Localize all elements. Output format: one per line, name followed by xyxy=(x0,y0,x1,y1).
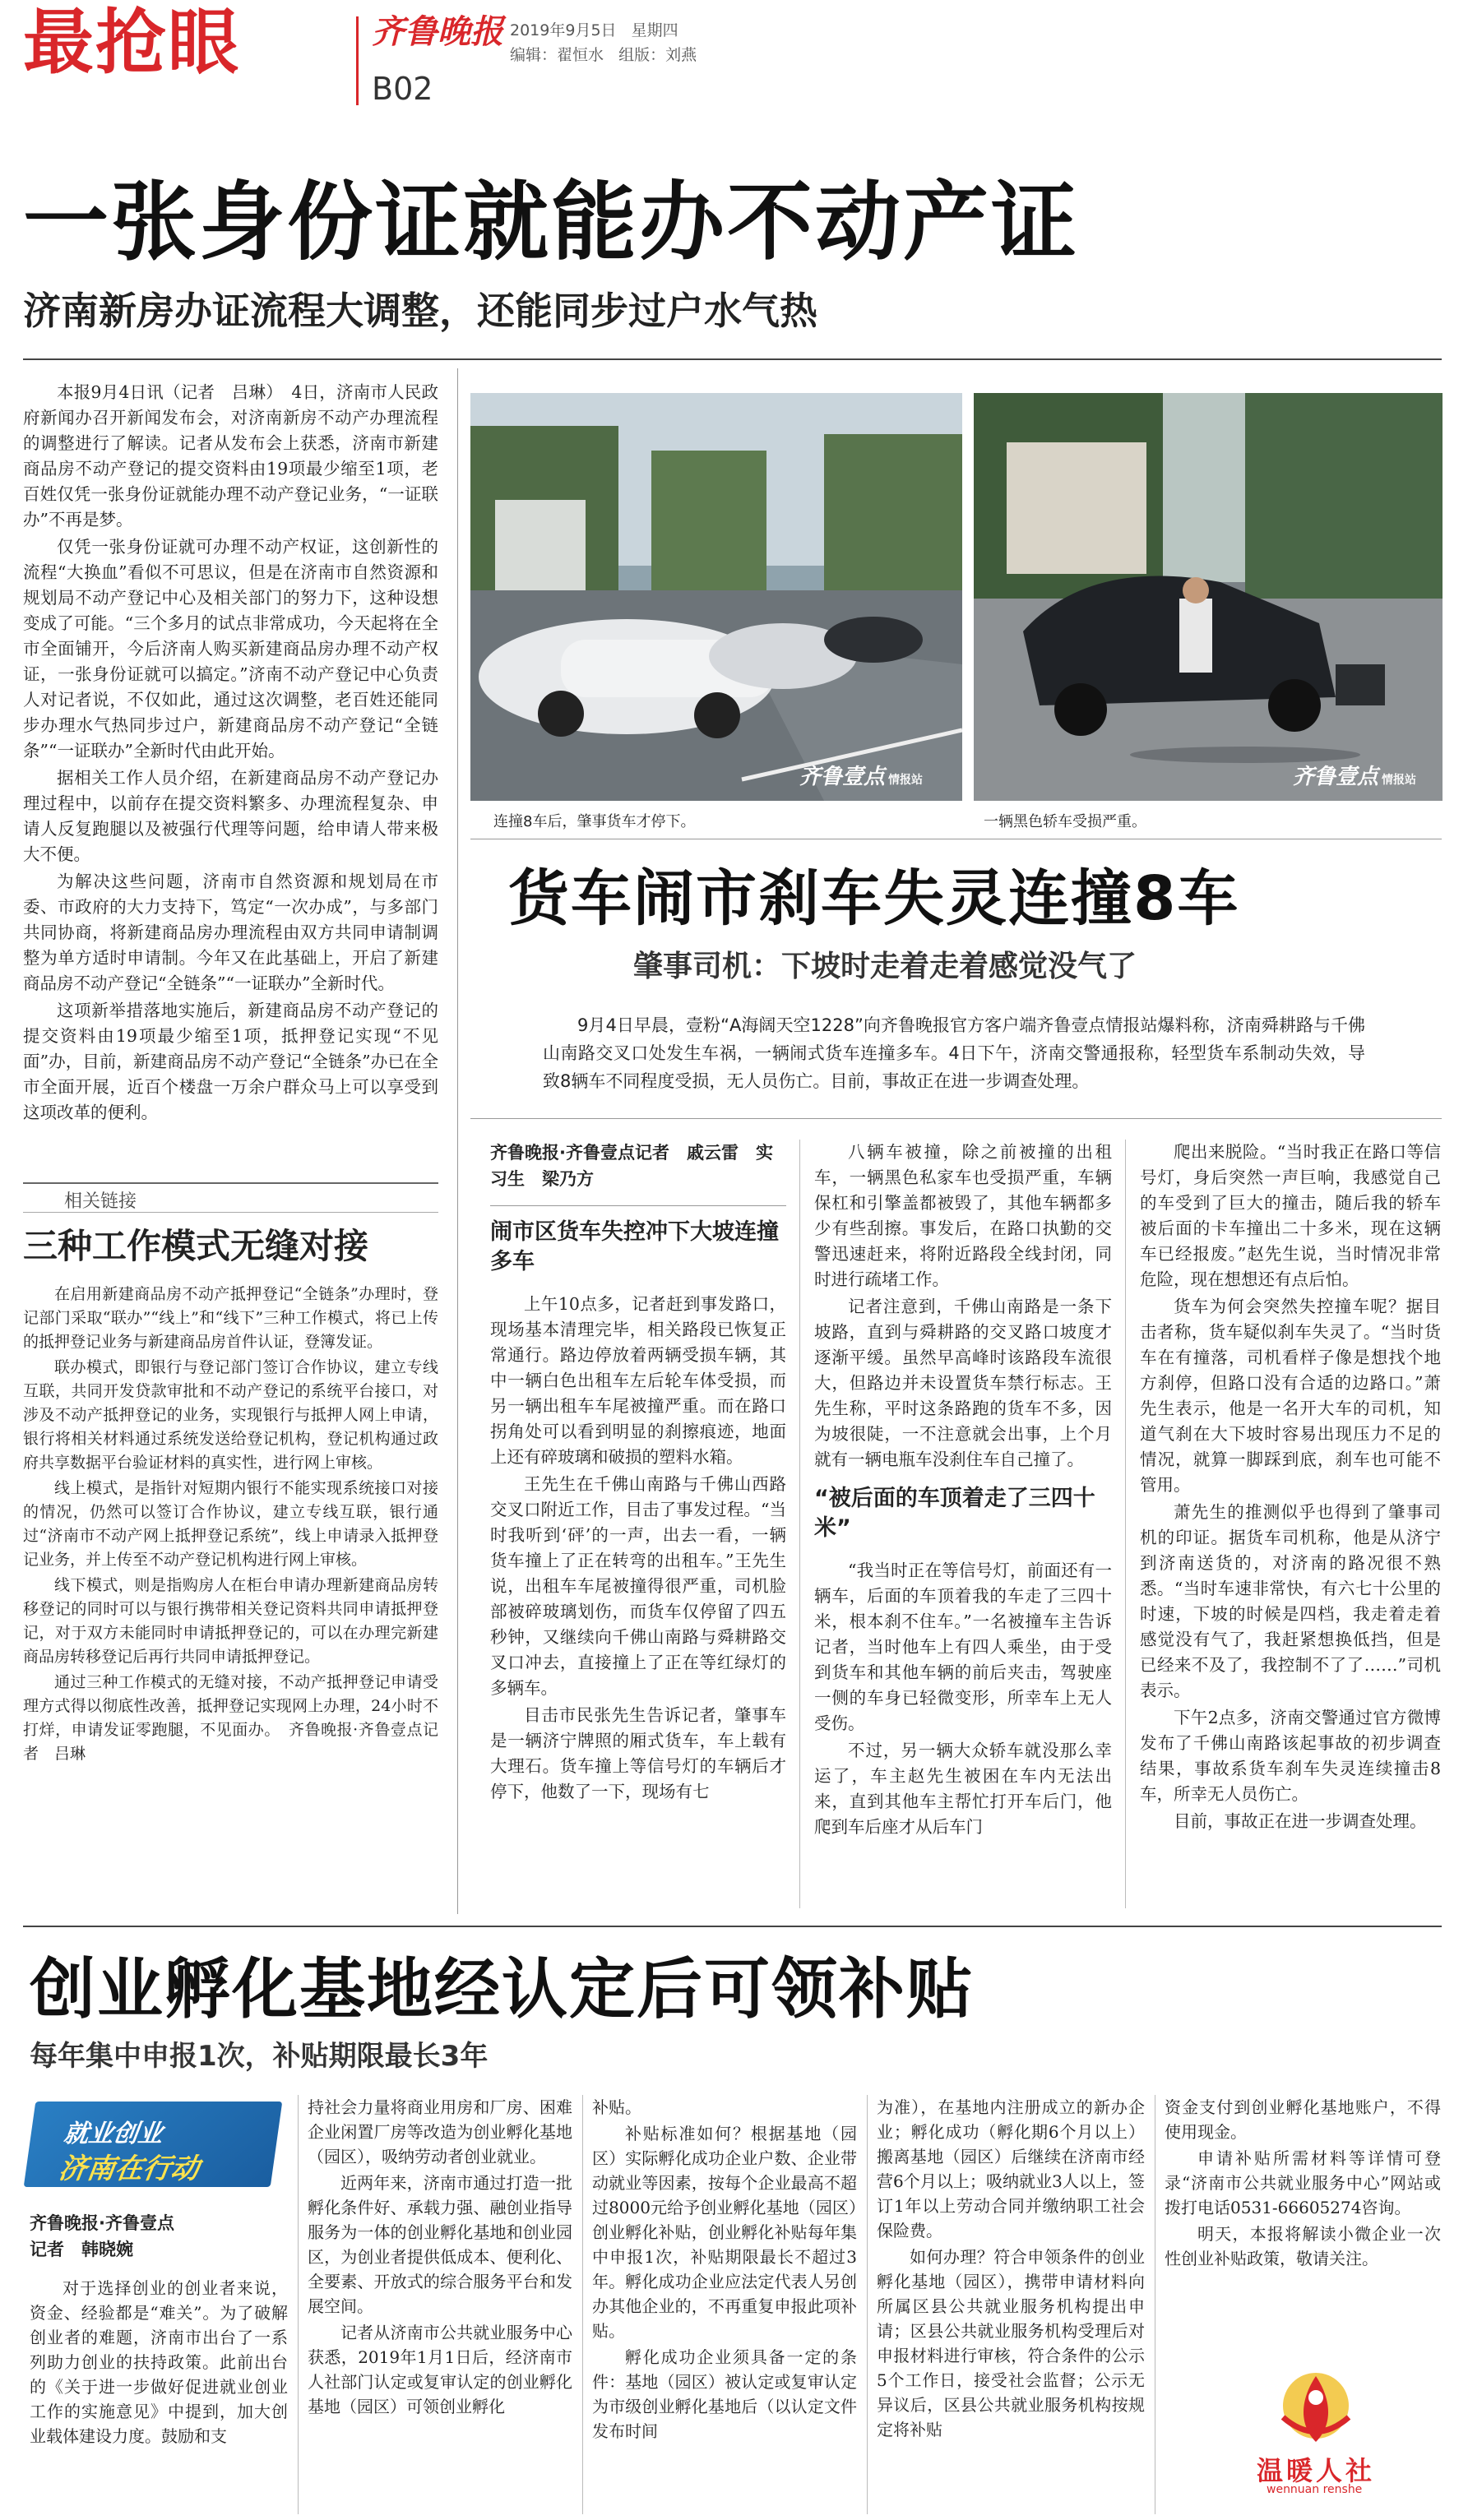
story2-subhead: 肇事司机：下坡时走着走着感觉没气了 xyxy=(633,950,1137,983)
story3-column-3 xyxy=(592,2095,857,2514)
story1-body xyxy=(23,380,438,1169)
story2-paragraph: 爬出来脱险。“当时我正在路口等信号灯，身后突然一声巨响，我感觉自己的车受到了巨大的撞击，随后我的轿车被后面的卡车撞出二十多米，现在这辆车已经报废。”赵先生说，当时情况非常危险，现在想想还有点后怕。 xyxy=(1140,1142,1441,1289)
watermark: 齐鲁壹点 情报站 xyxy=(1293,765,1417,789)
story3-column-5 xyxy=(1165,2095,1441,2342)
story2-paragraph: 目击市民张先生告诉记者，肇事车是一辆济宁牌照的厢式货车，车上载有大理石。货车撞上等信号灯的车辆后才停下，他数了一下，现场有七 xyxy=(490,1705,786,1801)
story2-column-3 xyxy=(1140,1140,1441,1908)
story1-paragraph: 仅凭一张身份证就可办理不动产权证，这创新性的流程“大换血”看似不可思议，但是在济南市自然资源和规划局不动产登记中心及相关部门的努力下，这种设想变成了可能。“三个多月的试点非常成功，今天起将在全市全面铺开，今后济南人购买新建商品房办理不动产权证，一张身份证就可以搞定。”济南不动产登记中心负责人对记者说，不仅如此，通过这次调整，老百姓还能同步办理水气热同步过户，新建商品房不动产登记“全链条”“一证联办”全新时代由此开始。 xyxy=(23,537,438,761)
story3-paragraph: 孵化成功企业须具备一定的条件：基地（园区）被认定或复审认定为市级创业孵化基地后（以认定文件发布时间 xyxy=(592,2347,857,2441)
paper-logo: 齐鲁晚报 xyxy=(372,12,503,51)
crash-photo-1 xyxy=(470,393,962,801)
story3-paragraph: 持社会力量将商业用房和厂房、困难企业闲置厂房等改造为创业孵化基地（园区），吸纳劳动者创业就业。 xyxy=(308,2097,572,2166)
story2-paragraph: 不过，另一辆大众轿车就没那么幸运了，车主赵先生被困在车内无法出来，直到其他车主帮忙打开车后门，他爬到车后座才从后车门 xyxy=(814,1741,1112,1837)
related-link-label: 相关链接 xyxy=(23,1182,438,1213)
column-divider xyxy=(1125,1140,1126,1908)
related-paragraph: 通过三种工作模式的无缝对接，不动产抵押登记申请受理方式得以彻底性改善，抵押登记实现网上办理，24小时不打烊，申请发证零跑腿，不见面办。 齐鲁晚报·齐鲁壹点记者 吕琳 xyxy=(23,1673,438,1763)
story1-paragraph: 本报9月4日讯（记者 吕琳） 4日，济南市人民政府新闻办召开新闻发布会，对济南新房不动产办理流程的调整进行了解读。记者从发布会上获悉，济南市新建商品房不动产登记的提交资料由19项最少缩至1项，老百姓仅凭一张身份证就能办理不动产登记业务，“一证联办”不再是梦。 xyxy=(23,382,438,529)
campaign-badge: 就业创业 济南在行动 xyxy=(24,2102,283,2187)
warm-hrss-logo xyxy=(1234,2368,1398,2499)
masthead-date: 2019年9月5日 星期四 xyxy=(510,21,678,39)
story3-byline: 齐鲁晚报·齐鲁壹点 记者 韩晓婉 xyxy=(30,2213,174,2259)
crash-photo-1-image xyxy=(470,393,962,801)
column-divider xyxy=(867,2095,868,2514)
story3-paragraph: 对于选择创业的创业者来说，资金、经验都是“难关”。为了破解创业者的难题，济南市出台了一系列助力创业的扶持政策。此前出台的《关于进一步做好促进就业创业工作的实施意见》中提到，加大创业载体建设力度。鼓励和支 xyxy=(30,2278,288,2446)
story3-paragraph: 如何办理？符合申领条件的创业孵化基地（园区），携带申请材料向所属区县公共就业服务机构提出申请；区县公共就业服务机构受理后对申报材料进行审核，符合条件的公示5个工作日，接受社会监督；公示无异议后，区县公共就业服务机构按规定将补贴 xyxy=(877,2247,1145,2439)
story3-paragraph: 明天，本报将解读小微企业一次性创业补贴政策，敬请关注。 xyxy=(1165,2224,1441,2268)
story2-paragraph: 目前，事故正在进一步调查处理。 xyxy=(1174,1811,1427,1831)
story2-paragraph: 下午2点多，济南交警通过官方微博发布了千佛山南路该起事故的初步调查结果，事故系货车刹车失灵连续撞击8车，所幸无人员伤亡。 xyxy=(1140,1708,1441,1804)
story2-paragraph: 王先生在千佛山南路与千佛山西路交叉口附近工作，目击了事发过程。“当时我听到‘砰’的一声，出去一看，一辆货车撞上了正在转弯的出租车。”王先生说，出租车车尾被撞得很严重，司机脸部被碎玻璃划伤，而货车仅停留了四五秒钟，又继续向千佛山南路与舜耕路交叉口冲去，直接撞上了正在等红绿灯的多辆车。 xyxy=(490,1474,786,1698)
story3-paragraph: 近两年来，济南市通过打造一批孵化条件好、承载力强、融创业指导服务为一体的创业孵化基地和创业园区，为创业者提供低成本、便利化、全要素、开放式的综合服务平台和发展空间。 xyxy=(308,2173,572,2316)
column-divider xyxy=(457,368,458,1914)
story3-column-1 xyxy=(30,2276,288,2514)
photo1-caption: 连撞8车后，肇事货车才停下。 xyxy=(493,813,696,830)
crash-photo-2-image xyxy=(974,393,1443,801)
logo-text: 温暖人社 xyxy=(1257,2455,1376,2486)
crash-photo-2 xyxy=(974,393,1443,801)
story2-subhead-a: 闹市区货车失控冲下大坡连撞多车 xyxy=(490,1219,779,1274)
story3-subhead: 每年集中申报1次，补贴期限最长3年 xyxy=(30,2040,489,2073)
story3-paragraph: 补贴。 xyxy=(592,2097,641,2117)
related-body xyxy=(23,1283,438,1916)
story1-top-rule xyxy=(23,358,1442,360)
story1-paragraph: 据相关工作人员介绍，在新建商品房不动产登记办理过程中，以前存在提交资料繁多、办理流程复杂、申请人反复跑腿以及被强行代理等问题，给申请人带来极大不便。 xyxy=(23,768,438,864)
column-divider xyxy=(582,2095,583,2514)
related-headline: 三种工作模式无缝对接 xyxy=(23,1226,369,1266)
related-paragraph: 在启用新建商品房不动产抵押登记“全链条”办理时，登记部门采取“联办”“线上”和“线下”三种工作模式，将已上传的抵押登记业务与新建商品房首件认证，登簿发证。 xyxy=(23,1285,438,1351)
section-title: 最抢眼 xyxy=(23,2,240,84)
story3-paragraph: 补贴标准如何？根据基地（园区）实际孵化成功企业户数、企业带动就业等因素，按每个企业最高不超过8000元给予创业孵化基地（园区）创业孵化补贴，创业孵化补贴每年集中申报1次，补贴期限最长不超过3年。孵化成功企业应法定代表人另创办其他企业的，不再重复申报此项补贴。 xyxy=(592,2124,857,2341)
story1-paragraph: 这项新举措落地实施后，新建商品房不动产登记的提交资料由19项最少缩至1项，抵押登记实现“不见面”办，目前，新建商品房不动产登记“全链条”办已在全市全面开展，近百个楼盘一万余户群众马上可以享受到这项改革的便利。 xyxy=(23,1001,438,1122)
story1-paragraph: 为解决这些问题，济南市自然资源和规划局在市委、市政府的大力支持下，笃定“一次办成”，与多部门共同协商，将新建商品房办理流程由双方共同申请制调整为单方适时申请制。今年又在此基础上，开启了新建商品房不动产登记“全链条”“一证联办”全新时代。 xyxy=(23,872,438,993)
story3-column-4 xyxy=(877,2095,1145,2514)
story3-top-rule xyxy=(23,1926,1442,1927)
story2-subhead-b: “被后面的车顶着走了三四十米” xyxy=(814,1486,1095,1541)
related-paragraph: 线下模式，则是指购房人在柜台申请办理新建商品房转移登记的同时可以与银行携带相关登记资料共同申请抵押登记，对于双方未能同时申请抵押登记的，可以在办理完新建商品房转移登记后再行共同申请抵押登记。 xyxy=(23,1576,438,1666)
logo-emblem-icon xyxy=(1234,2368,1398,2450)
story2-byline: 齐鲁晚报·齐鲁壹点记者 戚云雷 实习生 梁乃方 xyxy=(490,1143,773,1189)
story3-paragraph: 资金支付到创业孵化基地账户，不得使用现金。 xyxy=(1165,2097,1441,2142)
story2-lead-rule xyxy=(470,1118,1442,1119)
story3-paragraph: 记者从济南市公共就业服务中心获悉，2019年1月1日后，经济南市人社部门认定或复审认定的创业孵化基地（园区）可领创业孵化 xyxy=(308,2323,572,2416)
masthead-editors: 编辑：翟恒水 组版：刘燕 xyxy=(510,46,697,64)
photo2-caption: 一辆黑色轿车受损严重。 xyxy=(984,813,1146,830)
related-paragraph: 线上模式，是指针对短期内银行不能实现系统接口对接的情况，仍然可以签订合作协议，建立专线互联，银行通过“济南市不动产网上抵押登记系统”，线上申请录入抵押登记业务，并上传至不动产登记机构进行网上审核。 xyxy=(23,1479,438,1569)
story2-paragraph: 八辆车被撞，除之前被撞的出租车，一辆黑色私家车也受损严重，车辆保杠和引擎盖都被毁了，其他车辆都多少有些刮擦。事发后，在路口执勤的交警迅速赶来，将附近路段全线封闭，同时进行疏堵工作。 xyxy=(814,1142,1112,1289)
story3-paragraph: 为准），在基地内注册成立的新办企业；孵化成功（孵化期6个月以上）搬离基地（园区）后继续在济南市经营6个月以上；吸纳就业3人以上，签订1年以上劳动合同并缴纳职工社会保险费。 xyxy=(877,2097,1145,2240)
page-number: B02 xyxy=(372,71,433,107)
story1-subhead: 济南新房办证流程大调整，还能同步过户水气热 xyxy=(23,289,817,333)
masthead-divider xyxy=(356,16,359,105)
story2-column-2 xyxy=(814,1140,1112,1908)
related-paragraph: 联办模式，即银行与登记部门签订合作协议，建立专线互联，共同开发贷款审批和不动产登记的系统平台接口，对涉及不动产抵押登记的业务，实现银行与抵押人网上申请，银行将相关材料通过系统发送给登记机构，登记机构通过政府共享数据平台验证材料的真实性，进行网上审核。 xyxy=(23,1358,438,1472)
story2-lead: 9月4日早晨，壹粉“A海阔天空1228”向齐鲁晚报官方客户端齐鲁壹点情报站爆料称，济南舜耕路与千佛山南路交叉口处发生车祸，一辆闹式货车连撞多车。4日下午，济南交警通报称，轻型货车系制动失效，导致8辆车不同程度受损，无人员伤亡。目前，事故正在进一步调查处理。 xyxy=(543,1015,1365,1091)
story3-paragraph: 申请补贴所需材料等详情可登录“济南市公共就业服务中心”网站或拨打电话0531-66605274咨询。 xyxy=(1165,2148,1441,2217)
story1-headline: 一张身份证就能办不动产证 xyxy=(23,172,1080,272)
story2-paragraph: 货车为何会突然失控撞车呢？据目击者称，货车疑似刹车失灵了。“当时货车在有撞落，司机看样子像是想找个地方刹停，但路口没有合适的边路口。”萧先生表示，他是一名开大车的司机，知道气刹在大下坡时容易出现压力不足的情况，就算一脚踩到底，刹车也可能不管用。 xyxy=(1140,1297,1441,1495)
logo-pinyin: wennuan renshe xyxy=(1267,2483,1363,2496)
story3-column-2 xyxy=(308,2095,572,2514)
column-divider xyxy=(298,2095,299,2514)
story2-paragraph: “我当时正在等信号灯，前面还有一辆车，后面的车顶着我的车走了三四十米，根本刹不住车。”一名被撞车主告诉记者，当时他车上有四人乘坐，由于受到货车和其他车辆的前后夹击，驾驶座一侧的车身已轻微变形，所幸车上无人受伤。 xyxy=(814,1561,1112,1733)
story2-headline: 货车闹市刹车失灵连撞8车 xyxy=(508,863,1240,934)
watermark: 齐鲁壹点 情报站 xyxy=(799,765,924,789)
story2-paragraph: 萧先生的推测似乎也得到了肇事司机的印证。据货车司机称，他是从济宁到济南送货的，对济南的路况很不熟悉。“当时车速非常快，有六七十公里的时速，下坡的时候是四档，我走着走着感觉没有气了，我赶紧想换低挡，但是已经来不及了，我控制不了了……”司机表示。 xyxy=(1140,1502,1441,1700)
column-divider xyxy=(799,1140,800,1908)
story2-paragraph: 记者注意到，千佛山南路是一条下坡路，直到与舜耕路的交叉路口坡度才逐渐平缓。虽然早高峰时该路段车流很大，但路边并未设置货车禁行标志。王先生称，平时这条路跑的货车不多，因为坡很陡，一不注意就会出事，上个月就有一辆电瓶车没刹住车自己撞了。 xyxy=(814,1297,1112,1469)
story3-headline: 创业孵化基地经认定后可领补贴 xyxy=(30,1951,974,2028)
story2-column-1 xyxy=(490,1140,786,1908)
story2-paragraph: 上午10点多，记者赶到事发路口，现场基本清理完毕，相关路段已恢复正常通行。路边停放着两辆受损车辆，其中一辆白色出租车左后轮车体受损，而另一辆出租车车尾被撞严重。而在路口拐角处可以看到明显的刹擦痕迹，地面上还有碎玻璃和破损的塑料水箱。 xyxy=(490,1294,786,1467)
